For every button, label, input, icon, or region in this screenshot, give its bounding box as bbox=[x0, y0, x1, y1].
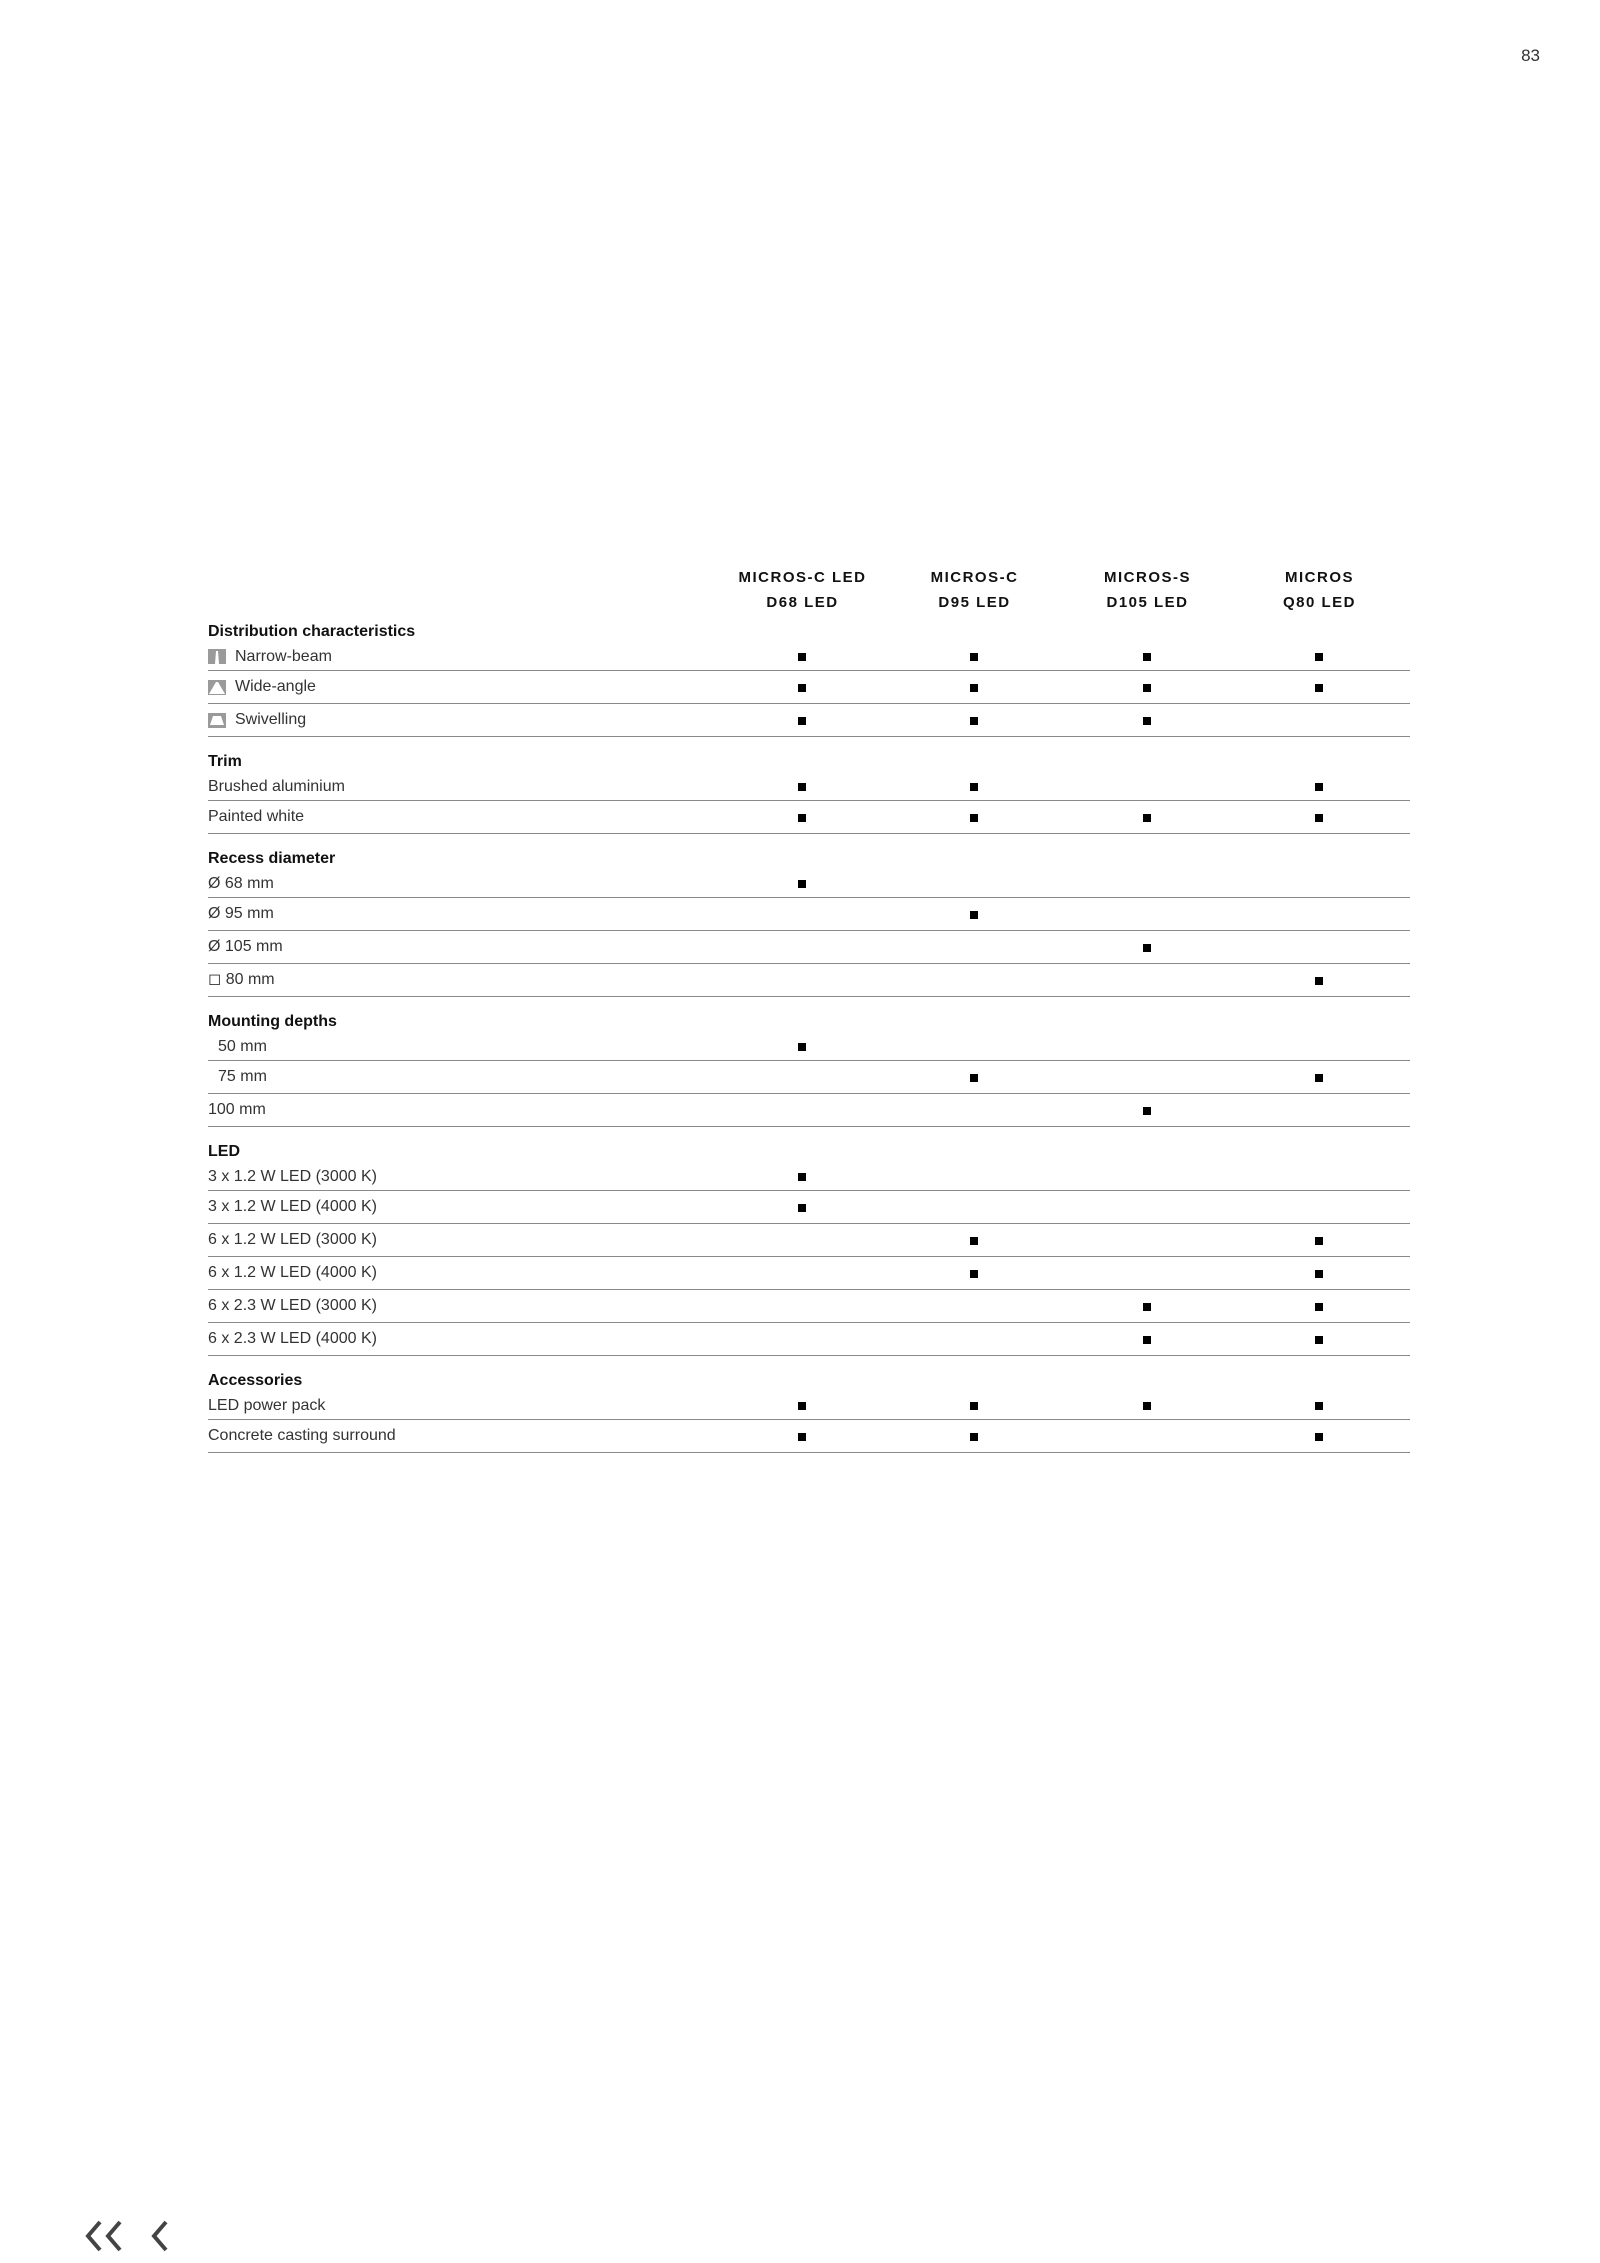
availability-mark bbox=[970, 717, 978, 725]
table-section bbox=[208, 1011, 1410, 1127]
table-row bbox=[208, 773, 1410, 801]
row-label bbox=[208, 1163, 377, 1190]
availability-mark bbox=[1315, 1336, 1323, 1344]
column-header-line2: D95 LED bbox=[938, 594, 1011, 611]
row-label-text: 75 mm bbox=[218, 1068, 267, 1085]
table-row bbox=[208, 964, 1410, 997]
availability-mark bbox=[798, 880, 806, 888]
availability-mark bbox=[1143, 814, 1151, 822]
availability-mark bbox=[798, 717, 806, 725]
column-header-line1: MICROS-C bbox=[930, 569, 1019, 586]
availability-mark bbox=[1315, 653, 1323, 661]
table-row bbox=[208, 1392, 1410, 1420]
availability-mark bbox=[798, 1204, 806, 1212]
row-label-text: 3 x 1.2 W LED (3000 K) bbox=[208, 1168, 377, 1185]
row-label-text: Ø 68 mm bbox=[208, 875, 274, 892]
availability-mark bbox=[798, 653, 806, 661]
availability-mark bbox=[970, 684, 978, 692]
row-label bbox=[208, 1094, 266, 1126]
row-label-text: 6 x 2.3 W LED (4000 K) bbox=[208, 1330, 377, 1347]
page-number: 83 bbox=[1521, 46, 1540, 65]
availability-mark bbox=[798, 1043, 806, 1051]
row-label bbox=[208, 870, 274, 897]
availability-mark bbox=[1315, 1433, 1323, 1441]
availability-mark bbox=[798, 1402, 806, 1410]
row-label bbox=[208, 704, 306, 736]
availability-mark bbox=[1315, 1303, 1323, 1311]
row-label bbox=[208, 1191, 377, 1223]
column-header bbox=[716, 565, 889, 615]
previous-page-button[interactable] bbox=[146, 2218, 172, 2259]
availability-mark bbox=[798, 1433, 806, 1441]
narrow-beam-icon bbox=[208, 649, 226, 664]
row-label bbox=[208, 671, 316, 703]
table-section bbox=[208, 1141, 1410, 1356]
row-label-text: Ø 105 mm bbox=[208, 938, 283, 955]
availability-mark bbox=[1143, 1402, 1151, 1410]
table-section bbox=[208, 751, 1410, 834]
table-row bbox=[208, 1257, 1410, 1290]
availability-mark bbox=[1315, 684, 1323, 692]
table-row bbox=[208, 1323, 1410, 1356]
row-label-text: Painted white bbox=[208, 808, 305, 825]
availability-mark bbox=[798, 1173, 806, 1181]
section-title: Accessories bbox=[208, 1372, 303, 1389]
availability-mark bbox=[970, 653, 978, 661]
availability-mark bbox=[970, 783, 978, 791]
availability-mark bbox=[1143, 1107, 1151, 1115]
availability-mark bbox=[1315, 1237, 1323, 1245]
table-row bbox=[208, 931, 1410, 964]
column-header-line1: MICROS bbox=[1285, 569, 1354, 586]
availability-mark bbox=[1143, 684, 1151, 692]
availability-mark bbox=[1143, 1336, 1151, 1344]
availability-mark bbox=[1315, 1270, 1323, 1278]
table-row bbox=[208, 1290, 1410, 1323]
wide-angle-icon bbox=[208, 680, 226, 695]
availability-mark bbox=[1143, 1303, 1151, 1311]
row-label bbox=[208, 1323, 377, 1355]
row-label bbox=[208, 1257, 377, 1289]
page-navigation bbox=[82, 2218, 190, 2258]
swivelling-icon bbox=[208, 713, 226, 728]
row-label bbox=[208, 801, 304, 833]
section-title: Trim bbox=[208, 753, 242, 770]
availability-mark bbox=[798, 814, 806, 822]
table-row bbox=[208, 1224, 1410, 1257]
chevron-left-icon bbox=[146, 2218, 172, 2254]
row-label-text: Wide-angle bbox=[235, 678, 316, 695]
table-row bbox=[208, 1191, 1410, 1224]
availability-mark bbox=[1143, 717, 1151, 725]
column-header bbox=[1061, 565, 1234, 615]
table-row bbox=[208, 898, 1410, 931]
row-label-text: 3 x 1.2 W LED (4000 K) bbox=[208, 1198, 377, 1215]
section-title: Distribution characteristics bbox=[208, 623, 416, 640]
row-label-text: 6 x 1.2 W LED (4000 K) bbox=[208, 1264, 377, 1281]
availability-mark bbox=[1315, 814, 1323, 822]
availability-mark bbox=[1143, 944, 1151, 952]
availability-mark bbox=[1143, 653, 1151, 661]
table-row bbox=[208, 1094, 1410, 1127]
row-label-text: 50 mm bbox=[218, 1038, 267, 1055]
availability-mark bbox=[1315, 783, 1323, 791]
table-row bbox=[208, 704, 1410, 737]
availability-mark bbox=[1315, 977, 1323, 985]
column-header bbox=[888, 565, 1061, 615]
table-row bbox=[208, 1420, 1410, 1453]
row-label-text: 100 mm bbox=[208, 1101, 266, 1118]
row-label bbox=[208, 1224, 377, 1256]
row-label-text: LED power pack bbox=[208, 1397, 326, 1414]
column-header-line2: D105 LED bbox=[1106, 594, 1189, 611]
availability-mark bbox=[798, 783, 806, 791]
row-label-text: 6 x 2.3 W LED (3000 K) bbox=[208, 1297, 377, 1314]
row-label bbox=[208, 1392, 325, 1419]
row-label-text: Narrow-beam bbox=[235, 648, 332, 665]
row-label bbox=[218, 1061, 267, 1093]
row-label bbox=[218, 1033, 267, 1060]
column-header bbox=[1233, 565, 1406, 615]
availability-mark bbox=[970, 1402, 978, 1410]
table-section bbox=[208, 848, 1410, 997]
spec-table bbox=[208, 565, 1410, 1453]
column-header-line1: MICROS-S bbox=[1104, 569, 1191, 586]
column-header-line1: MICROS-C LED bbox=[738, 569, 867, 586]
availability-mark bbox=[1315, 1402, 1323, 1410]
table-row bbox=[208, 801, 1410, 834]
row-label bbox=[208, 898, 274, 930]
availability-mark bbox=[970, 1433, 978, 1441]
table-row bbox=[208, 870, 1410, 898]
section-title: Recess diameter bbox=[208, 850, 336, 867]
row-label-text: Ø 95 mm bbox=[208, 905, 274, 922]
table-section bbox=[208, 1370, 1410, 1453]
availability-mark bbox=[798, 684, 806, 692]
table-header bbox=[208, 565, 1410, 617]
table-row bbox=[208, 643, 1410, 671]
table-body bbox=[208, 621, 1410, 1453]
section-title: Mounting depths bbox=[208, 1013, 337, 1030]
column-header-line2: Q80 LED bbox=[1282, 594, 1357, 611]
row-label bbox=[208, 964, 275, 996]
availability-mark bbox=[970, 1074, 978, 1082]
row-label-text: Concrete casting surround bbox=[208, 1427, 396, 1444]
availability-mark bbox=[970, 1270, 978, 1278]
row-label-text: ◻ 80 mm bbox=[208, 971, 275, 988]
column-header-line2: D68 LED bbox=[766, 594, 839, 611]
first-page-button[interactable] bbox=[82, 2218, 128, 2259]
availability-mark bbox=[970, 1237, 978, 1245]
row-label-text: Brushed aluminium bbox=[208, 778, 345, 795]
table-row bbox=[208, 1033, 1410, 1061]
row-label bbox=[208, 931, 283, 963]
table-row bbox=[208, 1163, 1410, 1191]
row-label bbox=[208, 643, 332, 670]
row-label bbox=[208, 1290, 377, 1322]
availability-mark bbox=[970, 911, 978, 919]
row-label-text: 6 x 1.2 W LED (3000 K) bbox=[208, 1231, 377, 1248]
row-label bbox=[208, 773, 345, 800]
table-row bbox=[208, 671, 1410, 704]
table-row bbox=[208, 1061, 1410, 1094]
section-title: LED bbox=[208, 1143, 240, 1160]
double-chevron-left-icon bbox=[82, 2218, 128, 2254]
row-label bbox=[208, 1420, 396, 1452]
availability-mark bbox=[970, 814, 978, 822]
row-label-text: Swivelling bbox=[235, 711, 307, 728]
availability-mark bbox=[1315, 1074, 1323, 1082]
table-section bbox=[208, 621, 1410, 737]
